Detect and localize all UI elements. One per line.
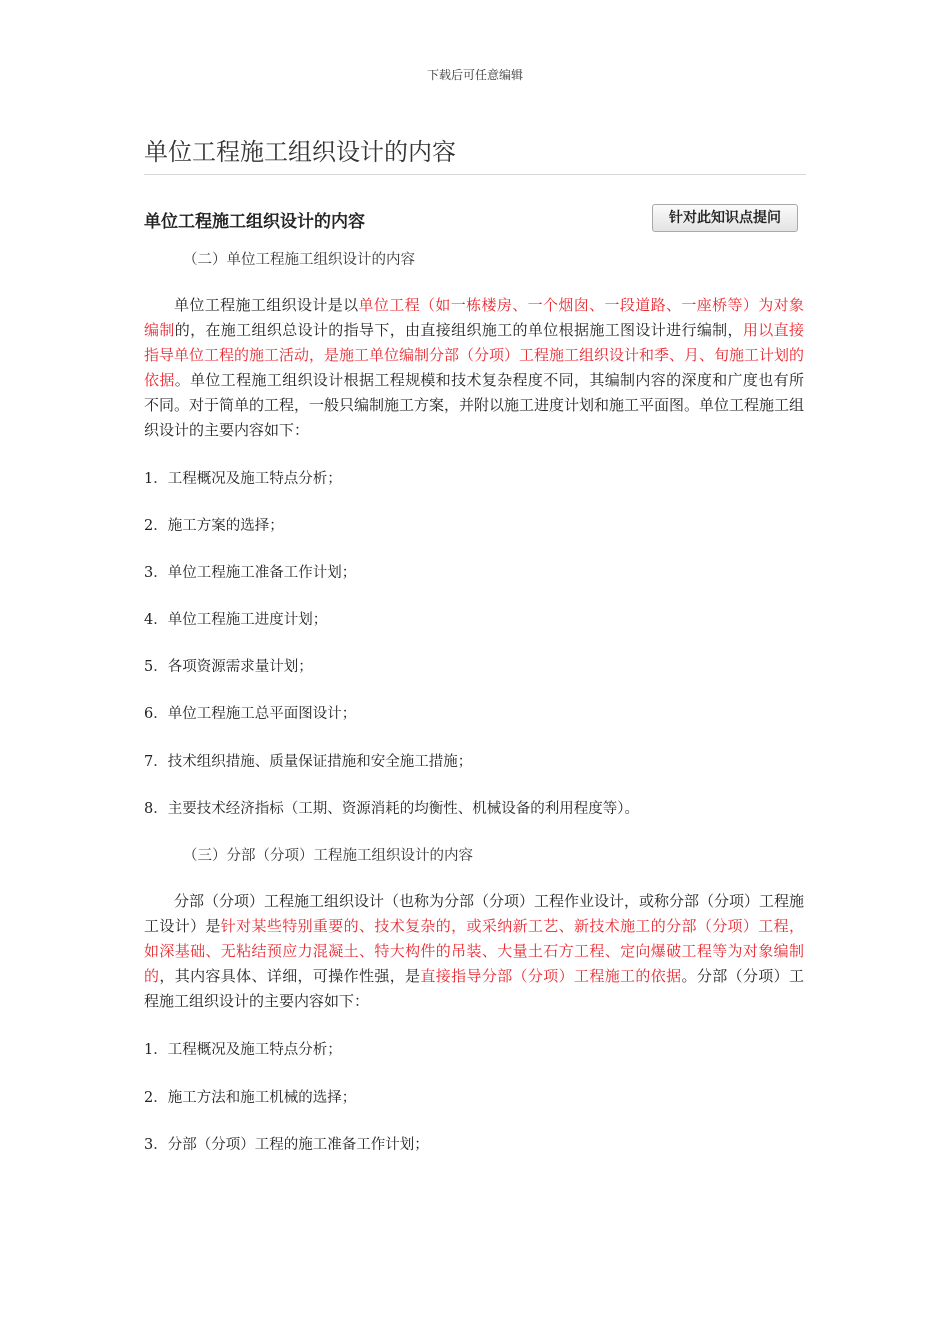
ask-question-button[interactable]: 针对此知识点提问 bbox=[652, 204, 798, 232]
para-segment-highlight: 直接指导分部（分项）工程施工的依据 bbox=[420, 967, 682, 985]
title-divider bbox=[144, 174, 806, 175]
page-title: 单位工程施工组织设计的内容 bbox=[144, 138, 456, 166]
list-item: 2．施工方案的选择； bbox=[144, 518, 284, 534]
section-2-paragraph bbox=[144, 293, 804, 443]
para-segment: 分部（分项）工程施工组织设计（也称为分部（分项）工程作业设计，或称分部（分项）工程施工设计）是 bbox=[144, 892, 805, 935]
para-segment-highlight: 用以直接指导单位工程的施工活动，是施工单位编制分部（分项）工程施工组织设计和季、月、旬施工计划的依据 bbox=[144, 321, 805, 389]
list-item: 8．主要技术经济指标（工期、资源消耗的均衡性、机械设备的利用程度等）。 bbox=[144, 801, 639, 817]
para-segment-highlight: 单位工程（如一栋楼房、一个烟囱、一段道路、一座桥等）为对象编制 bbox=[144, 296, 804, 339]
list-item: 1．工程概况及施工特点分析； bbox=[144, 1042, 342, 1058]
para-segment: 的，在施工组织总设计的指导下，由直接组织施工的单位根据施工图设计进行编制， bbox=[174, 321, 743, 339]
list-item: 4．单位工程施工进度计划； bbox=[144, 612, 328, 628]
list-item: 5．各项资源需求量计划； bbox=[144, 659, 313, 675]
para-segment: 单位工程施工组织设计是以 bbox=[174, 296, 359, 314]
list-item: 6．单位工程施工总平面图设计； bbox=[144, 706, 357, 722]
section-heading: 单位工程施工组织设计的内容 bbox=[144, 212, 365, 232]
para-segment: ，其内容具体、详细，可操作性强，是 bbox=[159, 967, 421, 985]
list-item: 2．施工方法和施工机械的选择； bbox=[144, 1090, 357, 1106]
list-item: 7．技术组织措施、质量保证措施和安全施工措施； bbox=[144, 754, 473, 770]
list-item: 1．工程概况及施工特点分析； bbox=[144, 471, 342, 487]
para-segment-highlight: 针对某些特别重要的、技术复杂的，或采纳新工艺、新技术施工的分部（分项）工程，如深基础、无粘结预应力混凝土、特大构件的吊装、大量土石方工程、定向爆破工程等为对象编制的 bbox=[144, 917, 804, 985]
section-3-heading: （三）分部（分项）工程施工组织设计的内容 bbox=[183, 848, 473, 864]
list-item: 3．单位工程施工准备工作计划； bbox=[144, 565, 357, 581]
list-item: 3．分部（分项）工程的施工准备工作计划； bbox=[144, 1137, 429, 1153]
header-note: 下载后可任意编辑 bbox=[426, 68, 523, 82]
section-2-heading: （二）单位工程施工组织设计的内容 bbox=[183, 252, 415, 268]
para-segment: 。分部（分项）工程施工组织设计的主要内容如下： bbox=[144, 967, 804, 1010]
para-segment: 。单位工程施工组织设计根据工程规模和技术复杂程度不同，其编制内容的深度和广度也有所不同。对于简单的工程，一般只编制施工方案，并附以施工进度计划和施工平面图。单位工程施工组织设计的主要内容如下： bbox=[144, 371, 805, 439]
section-3-paragraph bbox=[144, 889, 804, 1014]
